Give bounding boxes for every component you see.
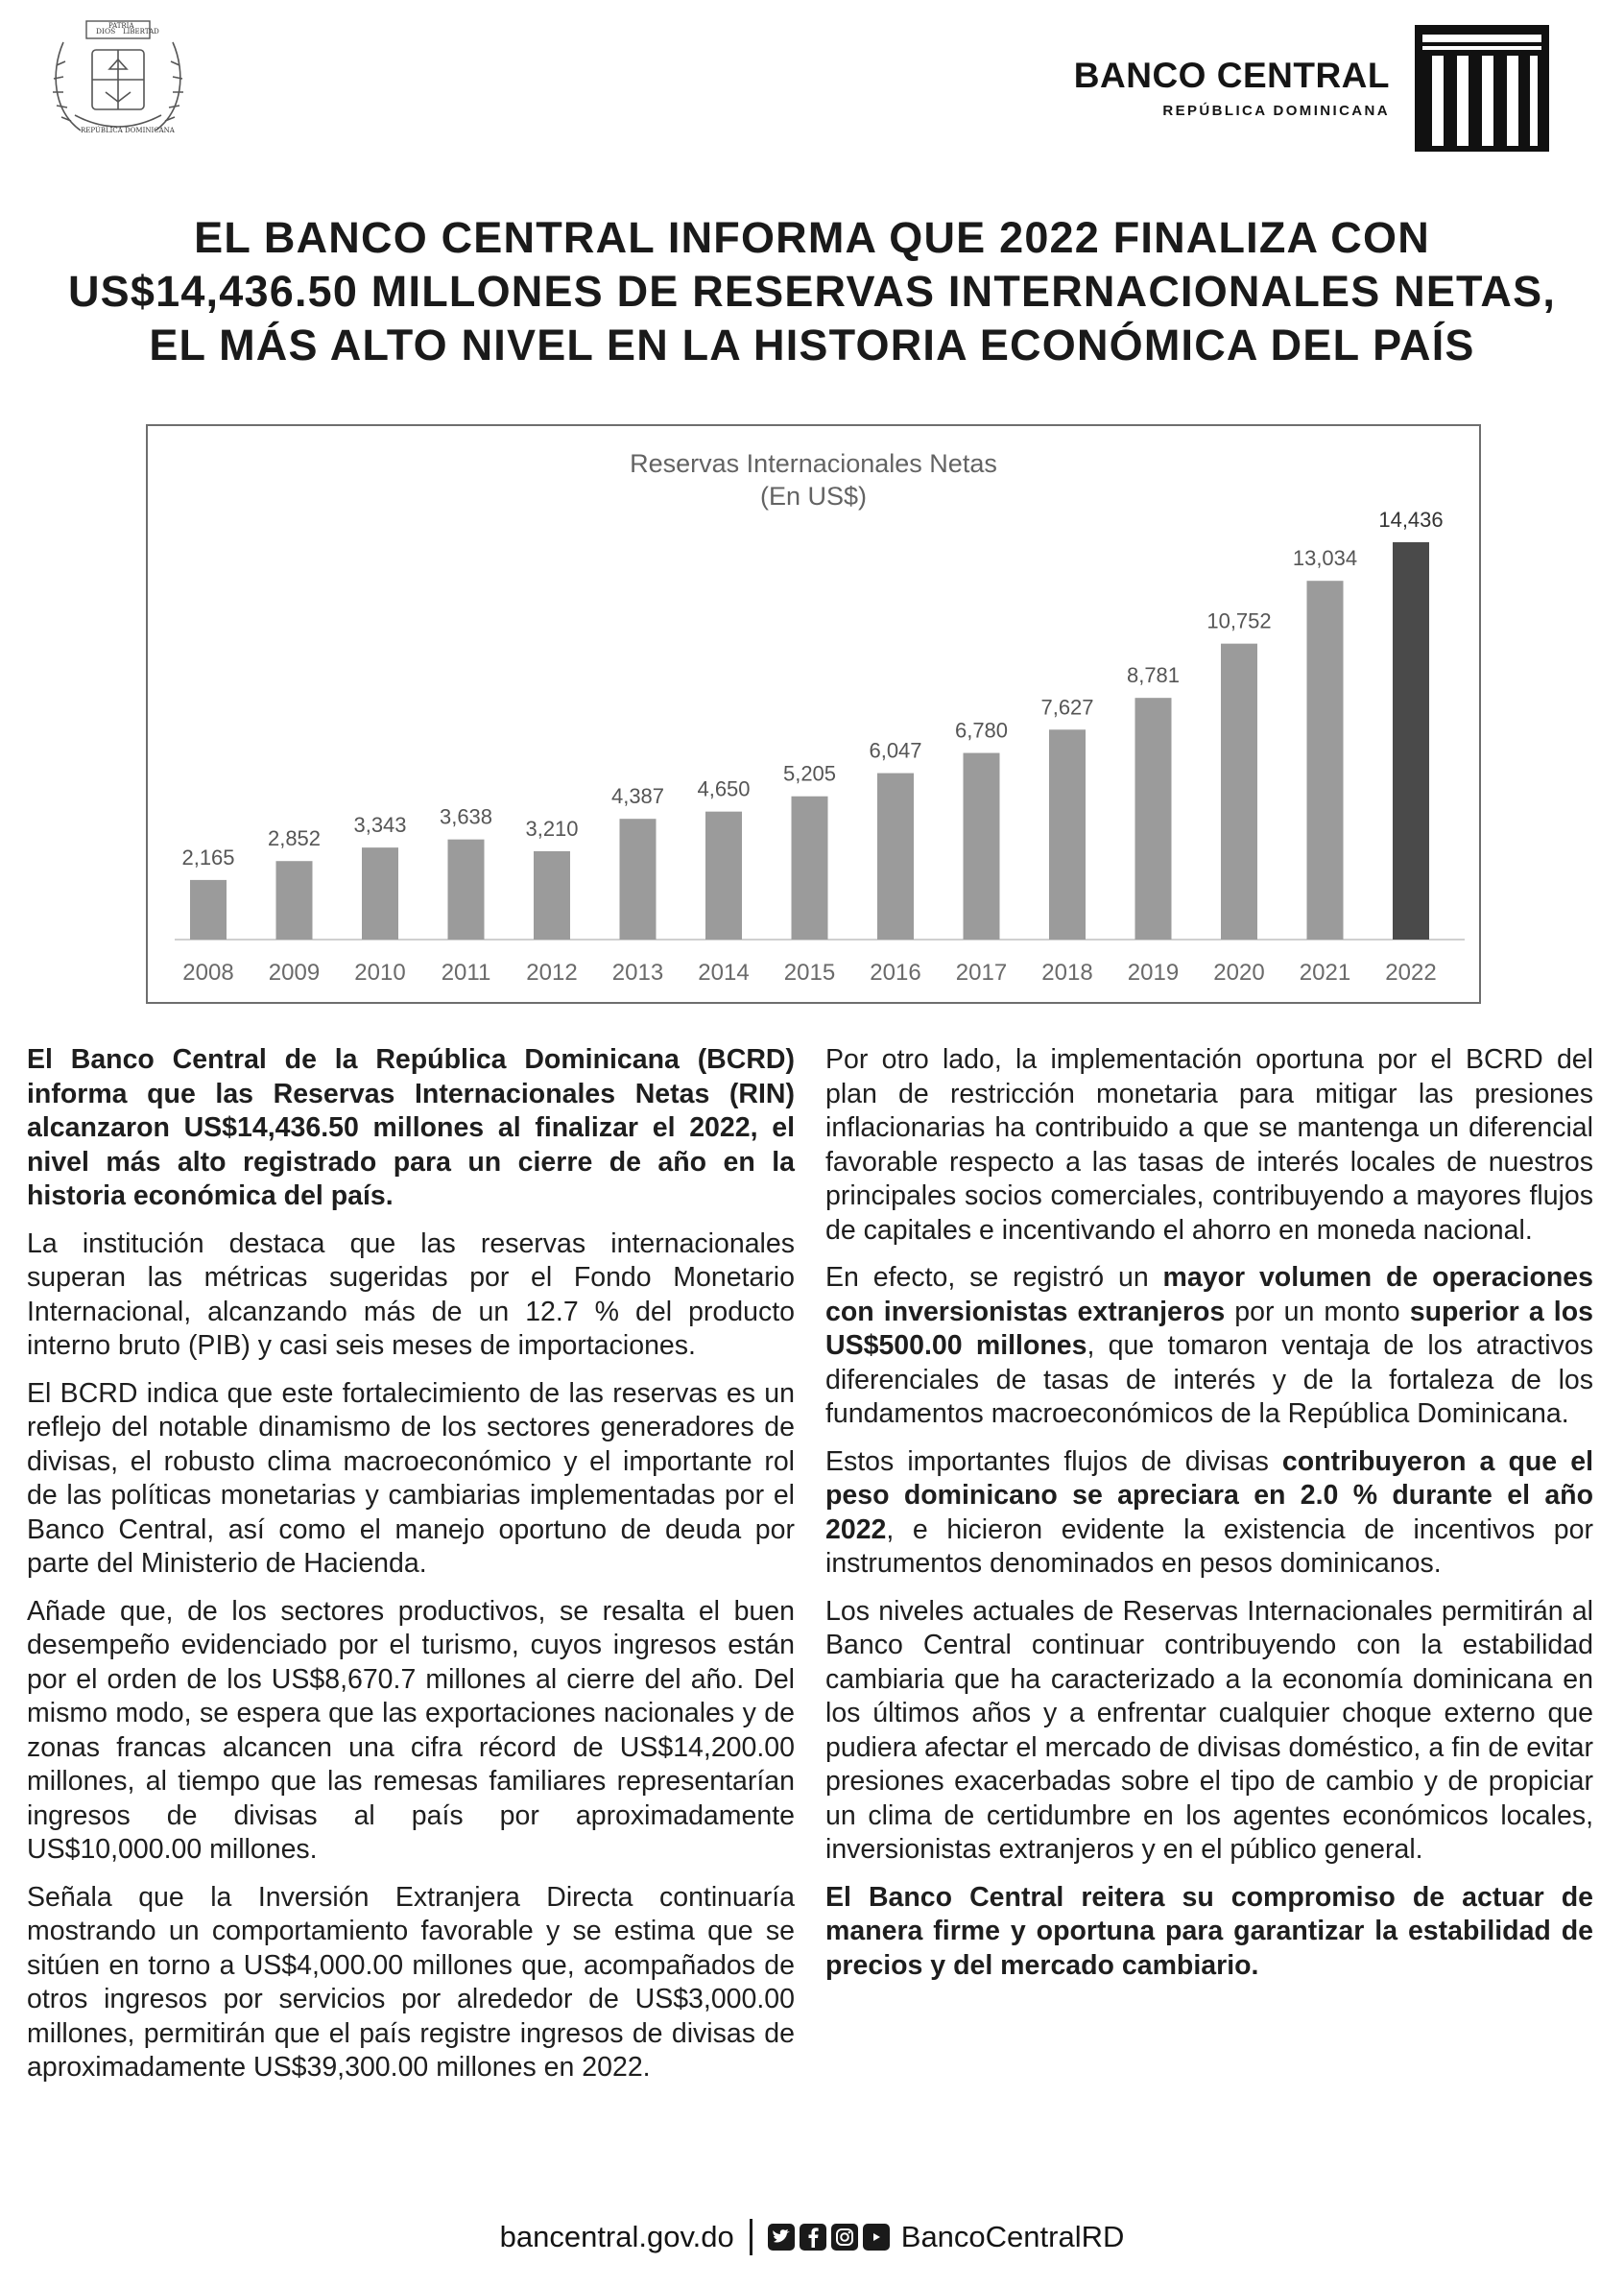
paragraph — [825, 1043, 1593, 1248]
bar-2019 — [1135, 698, 1172, 940]
columns-emblem-icon — [1415, 25, 1549, 152]
paragraph — [27, 1377, 795, 1582]
body-left-column — [27, 1043, 795, 2099]
x-tick-label: 2014 — [698, 960, 750, 986]
seal-top-center-text: PATRIA — [108, 22, 134, 30]
x-tick-label: 2017 — [955, 960, 1008, 986]
paragraph — [825, 1445, 1593, 1582]
chart-subtitle: (En US$) — [759, 482, 868, 511]
paragraph — [825, 1595, 1593, 1868]
paragraph-text: , e hicieron evidente la existencia de incentivos por instrumentos denominados en pesos dominicanos. — [825, 1513, 1593, 1579]
bar-2011 — [448, 840, 485, 940]
x-tick-label: 2010 — [354, 960, 406, 986]
bold-text: superior a los US$500.00 millones — [825, 1296, 1593, 1361]
bar-2018 — [1049, 729, 1086, 940]
headline — [19, 211, 1605, 372]
social-icons — [768, 2224, 890, 2251]
data-label: 8,781 — [1126, 663, 1181, 688]
bank-name: BANCO CENTRAL — [1073, 56, 1390, 96]
bar-2014 — [705, 812, 742, 940]
bar-2016 — [877, 774, 914, 940]
data-label: 6,780 — [954, 718, 1009, 743]
x-tick-label: 2011 — [441, 960, 491, 986]
x-tick-label: 2015 — [783, 960, 836, 986]
bold-text: contribuyeron a que el peso dominicano se apreciara en 2.0 % durante el año 2022 — [825, 1445, 1593, 1545]
footer — [0, 2219, 1624, 2255]
paragraph-text: por un monto — [1225, 1296, 1410, 1327]
paragraph — [825, 1881, 1593, 1984]
seal-top-left-text: DIOS — [96, 27, 116, 36]
paragraph-text: Añade que, de los sectores productivos, se resalta el buen desempeño evidenciado por el turismo, cuyos ingresos están por el orden de los US$8,670.7 millones al cierre del año. Del mismo modo, se espera que las exportaciones nacionales y de zonas francas alcancen una cifra récord de US$14,200.00 millones, al tiempo que las remesas familiares representarían ingresos de divisas al país por aproximadamente US$10,000.00 millones. — [27, 1595, 795, 1865]
x-tick-label: 2013 — [611, 960, 664, 986]
paragraph — [27, 1595, 795, 1868]
data-label: 6,047 — [869, 738, 922, 763]
x-tick-label: 2012 — [526, 960, 578, 986]
data-label: 7,627 — [1040, 695, 1094, 720]
x-tick-label: 2016 — [870, 960, 921, 986]
headline-line: US$14,436.50 MILLONES DE RESERVAS INTERNACIONALES NETAS, — [67, 267, 1557, 316]
facebook-icon[interactable] — [800, 2224, 826, 2251]
x-tick-label: 2020 — [1213, 960, 1265, 986]
youtube-icon[interactable] — [863, 2224, 890, 2251]
paragraph-text: Señala que la Inversión Extranjera Directa continuaría mostrando un comportamiento favorable y se estima que se sitúen en torno a US$4,000.00 millones que, acompañados de otros ingresos por servicios por alrededor de US$3,000.00 millones, permitirán que el país registre ingresos de divisas de aproximadamente US$39,300.00 millones en 2022. — [27, 1881, 795, 2083]
data-label: 3,343 — [353, 813, 407, 838]
paragraph-text: La institución destaca que las reservas internacionales superan las métricas sugeridas por el Fondo Monetario Internacional, alcanzando más de un 12.7 % del producto interno bruto (PIB) y casi seis meses de importaciones. — [27, 1227, 795, 1361]
reserves-bar-chart — [146, 424, 1481, 1004]
bar-2010 — [362, 847, 398, 940]
paragraph-text: Los niveles actuales de Reservas Internacionales permitirán al Banco Central continuar contribuyendo con la estabilidad cambiaria que ha caracterizado a la economía dominicana en los últimos años y a enfrentar cualquier choque externo que pudiera afectar el mercado de divisas doméstico, a fin de evitar presiones exacerbadas sobre el tipo de cambio y de propiciar un clima de certidumbre en los agentes económicos locales, inversionistas extranjeros y en el público general. — [825, 1595, 1593, 1865]
chart-title: Reservas Internacionales Netas — [630, 449, 997, 478]
website-link[interactable]: bancentral.gov.do — [499, 2220, 734, 2253]
bar-2013 — [620, 819, 657, 940]
headline-line: EL BANCO CENTRAL INFORMA QUE 2022 FINALIZA CON — [194, 213, 1430, 262]
x-tick-label: 2021 — [1299, 960, 1351, 986]
paragraph — [27, 1881, 795, 2085]
headline-line: EL MÁS ALTO NIVEL EN LA HISTORIA ECONÓMICA DEL PAÍS — [149, 321, 1475, 369]
paragraph-text: Estos importantes flujos de divisas — [825, 1445, 1282, 1477]
paragraph-text: En efecto, se registró un — [825, 1262, 1163, 1293]
bar-2021 — [1307, 581, 1344, 940]
paragraph-text: , que tomaron ventaja de los atractivos diferenciales de tasas de interés y de la fortaleza de los fundamentos macroeconómicos de la República Dominicana. — [825, 1330, 1593, 1429]
bar-2017 — [964, 753, 1000, 940]
bold-text: mayor volumen de operaciones con inversionistas extranjeros — [825, 1262, 1594, 1327]
data-label: 4,387 — [610, 784, 665, 809]
data-label: 10,752 — [1206, 608, 1272, 633]
seal-top-right-text: LIBERTAD — [123, 28, 159, 36]
coat-of-arms-seal — [42, 15, 194, 148]
paragraph-text: Por otro lado, la implementación oportuna por el BCRD del plan de restricción monetaria para mitigar las presiones inflacionarias ha contribuido a que se mantenga un diferencial favorable respecto a las tasas de interés locales de nuestros principales socios comerciales, contribuyendo a mayores flujos de capitales e incentivando el ahorro en moneda nacional. — [825, 1044, 1593, 1246]
data-label: 5,205 — [782, 761, 837, 786]
data-label: 14,436 — [1378, 508, 1444, 532]
twitter-icon[interactable] — [768, 2224, 795, 2251]
x-tick-label: 2009 — [268, 960, 321, 986]
paragraph — [27, 1043, 795, 1214]
seal-bottom-text: REPÚBLICA DOMINICANA — [81, 127, 175, 134]
bar-2022 — [1393, 542, 1429, 940]
x-tick-label: 2008 — [182, 960, 234, 986]
data-label: 2,852 — [267, 826, 322, 851]
body-right-column — [825, 1043, 1593, 1996]
data-label: 3,210 — [525, 816, 579, 841]
bank-logo — [1074, 23, 1549, 154]
paragraph-text: El Banco Central reitera su compromiso de actuar de manera firme y oportuna para garantizar la estabilidad de precios y del mercado cambiario. — [825, 1881, 1593, 1981]
x-tick-label: 2022 — [1385, 960, 1437, 986]
x-tick-label: 2019 — [1127, 960, 1180, 986]
bar-2015 — [792, 797, 828, 940]
bank-subtitle: REPÚBLICA DOMINICANA — [1162, 102, 1390, 119]
instagram-icon[interactable] — [831, 2224, 858, 2251]
data-label: 3,638 — [439, 804, 493, 829]
data-label: 4,650 — [697, 776, 751, 801]
bar-2008 — [190, 880, 227, 940]
paragraph — [27, 1227, 795, 1364]
x-tick-label: 2018 — [1041, 960, 1093, 986]
data-label: 2,165 — [181, 845, 235, 870]
paragraph-text: El BCRD indica que este fortalecimiento de las reservas es un reflejo del notable dinamismo de los sectores generadores de divisas, el robusto clima macroeconómico y el importante rol de las políticas monetarias y cambiarias implementadas por el Banco Central, así como el manejo oportuno de deuda por parte del Ministerio de Hacienda. — [27, 1377, 795, 1579]
bar-2012 — [534, 851, 570, 940]
footer-divider — [750, 2219, 752, 2255]
paragraph-text: El Banco Central de la República Dominicana (BCRD) informa que las Reservas Internacionales Netas (RIN) alcanzaron US$14,436.50 millones al finalizar el 2022, el nivel más alto registrado para un cierre de año en la historia económica del país. — [27, 1044, 795, 1211]
chart-plot-area — [148, 426, 1479, 1002]
bar-2009 — [276, 861, 313, 940]
paragraph — [825, 1261, 1593, 1432]
bar-2020 — [1221, 644, 1257, 940]
social-handle[interactable]: BancoCentralRD — [900, 2220, 1125, 2253]
data-label: 13,034 — [1292, 546, 1358, 571]
